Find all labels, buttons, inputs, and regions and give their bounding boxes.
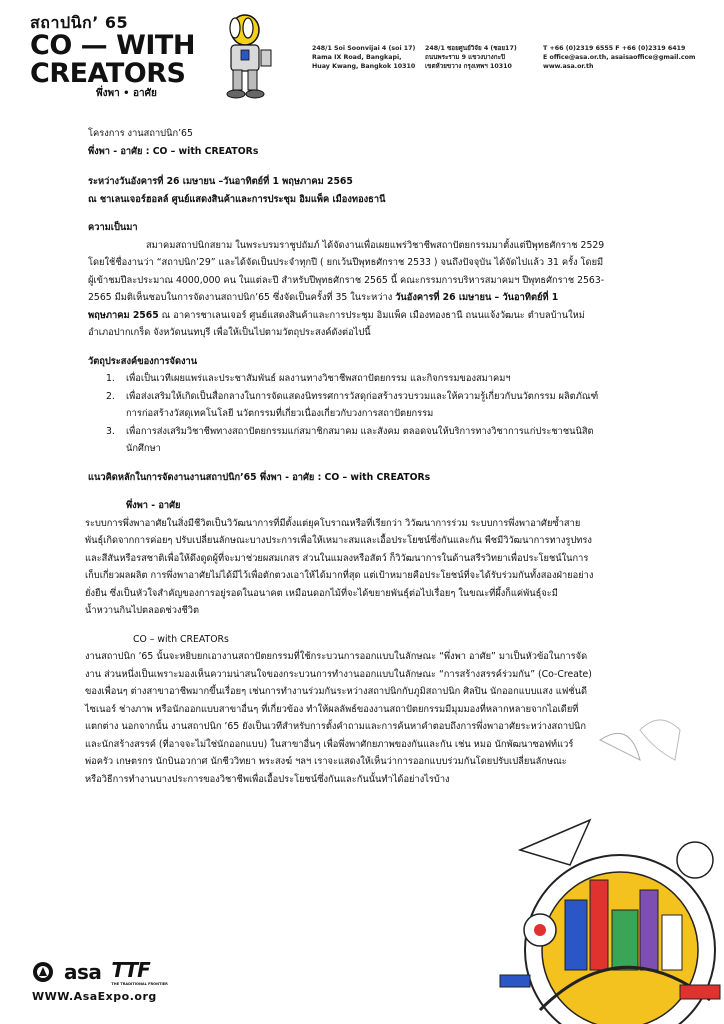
background-line: สมาคมสถาปนิกสยาม ในพระบรมราชูปถัมภ์ ได้จัดงานเพื่อเผยแพร่วิชาชีพสถาปัตยกรรมมาตั้งแต่ปีพุทธศักราช 2529 (146, 239, 605, 251)
contact-th-line: 248/1 ซอยศูนย์วิจัย 4 (ซอย17) (425, 45, 517, 52)
contact-en-line: Huay Kwang, Bangkok 10310 (312, 63, 416, 70)
paragraph-line: งานสถาปนิก ’65 นั้นจะหยิบยกเอางานสถาปัตยกรรมที่ใช้กระบวนการออกแบบในลักษณะ “พึ่งพา อาศัย” มาเป็นหัวข้อในการจัด (85, 651, 588, 662)
project-line-1: โครงการ งานสถาปนิก’65 (88, 128, 193, 139)
background-text: 2565 มีมติเห็นชอบในการจัดงานสถาปนิก’65 ซึ่งจัดเป็นครั้งที่ 35 ในระหว่าง (88, 292, 396, 303)
paragraph-line: น้ำหวานกินไปตลอดช่วงชีวิต (85, 605, 200, 616)
contact-en-line: 248/1 Soi Soonvijai 4 (soi 17) (312, 45, 416, 52)
objective-number: 3. (106, 425, 115, 437)
subheading-symbiosis: พึ่งพา - อาศัย (126, 500, 181, 511)
objective-line: การก่อสร้างวัสดุเทคโนโลยี นวัตกรรมที่เกี่ยวเนื่องเกี่ยวกับวงการสถาปัตยกรรม (126, 408, 434, 419)
brand-line-1: CO — WITH (30, 30, 195, 61)
background-line: ผู้เข้าชมปีละประมาณ 4000,000 คน ในแต่ละปี สำหรับปีพุทธศักราช 2565 นี้ คณะกรรมการบริหารสมาคมฯ ปีพุทธศักราช 2563- (88, 274, 605, 286)
ttf-subtitle: THE TRADITIONAL FRONTIER (111, 982, 168, 986)
asa-emblem-icon (32, 961, 54, 983)
subheading-co-with-creators: CO – with CREATORs (133, 633, 229, 645)
objective-item (88, 423, 668, 458)
background-line: อำเภอปากเกร็ด จังหวัดนนทบุรี เพื่อให้เป็นไปตามวัตถุประสงค์ดังต่อไปนี้ (88, 327, 371, 338)
objective-line: นักศึกษา (126, 443, 161, 454)
contact-email[interactable]: E office@asa.or.th, asaisaoffice@gmail.com (543, 54, 696, 61)
paragraph-co-with-creators (85, 648, 673, 788)
contact-phone: T +66 (0)2319 6555 F +66 (0)2319 6419 (543, 45, 686, 52)
contact-website[interactable]: www.asa.or.th (543, 63, 594, 70)
paragraph-line: ไซเนอร์ ช่างภาพ หรือนักออกแบบสาขาอื่นๆ ที่เกี่ยวข้อง ทำให้ผลลัพธ์ของงานสถาปัตยกรรมมีมุมมองที่หลากหลายจากไอเดียที่ (85, 703, 579, 715)
paragraph-line: หรือวิธีการทำงานบางประการของวิชาชีพเพื่อเอื้อประโยชน์ซึ่งกันและกันนั้นทำได้อย่างไรบ้าง (85, 773, 450, 785)
brand-subtitle: พึ่งพา • อาศัย (96, 88, 157, 99)
objective-line: เพื่อการส่งเสริมวิชาชีพทางสถาปัตยกรรมแก่สมาชิกสมาคม และสังคม ตลอดจนให้บริการทางวิชาการแก่ประชาชนนิสิต (126, 425, 594, 437)
contact-address-en (312, 44, 415, 71)
paragraph-line: แตกต่าง นอกจากนั้น งานสถาปนิก ’65 ยังเป็นเวทีสำหรับการตั้งคำถามและการค้นหาคำตอบถึงการพึ่งพาอาศัยระหว่างสถาปนิก (85, 721, 586, 732)
contact-th-line: เขตห้วยขวาง กรุงเทพฯ 10310 (425, 63, 512, 70)
background-line (88, 307, 668, 325)
paragraph-line: ของเพื่อนๆ ต่างสาขาอาชีพมากขึ้นเรื่อยๆ เช่นการทำงานร่วมกันระหว่างสถาปนิกกับภูมิสถาปนิก ศิลปิน นักออกแบบแสง แฟชั่นดี (85, 686, 587, 697)
paragraph-symbiosis (85, 515, 673, 620)
event-date: ระหว่างวันอังคารที่ 26 เมษายน –วันอาทิตย์ที่ 1 พฤษภาคม 2565 (88, 176, 353, 187)
brand-thai-title: สถาปนิก’ 65 (30, 13, 129, 32)
contact-th-line: ถนนพระราม 9 แขวงบางกะปิ (425, 54, 505, 61)
mascot-illustration (215, 12, 277, 102)
footer-logos (32, 958, 168, 986)
objective-item (88, 388, 668, 423)
paragraph-line: ยั่งยืน ซึ่งเป็นหัวใจสำคัญของการอยู่รอดในอนาคต เหมือนดอกไม้ที่จะได้ขยายพันธุ์ต่อไปเรื่อยๆ ในขณะที่ผึ้งก็แค่พันธุ์จะมี (85, 587, 558, 599)
project-line-2: พึ่งพา - อาศัย : CO – with CREATORs (88, 145, 259, 157)
contact-address-th (425, 44, 517, 71)
paragraph-line: และนักสร้างสรรค์ (ที่อาจจะไม่ใช่นักออกแบบ) ในสาขาอื่นๆ เพื่อพึ่งพาศักยภาพของกันและกัน เช่น หมอ นักพัฒนาซอฟท์แวร์ (85, 738, 574, 750)
paragraph-line: เก็บเกี่ยวผลผลิต การพึ่งพาอาศัยไม่ได้มีไว้เพื่อตักตวงเอาให้ได้มากที่สุด แต่เป้าหมายคือประโยชน์ที่จะได้รับร่วมกันทั้งสองฝ่ายอย่าง (85, 570, 594, 581)
paragraph-line: ระบบการพึ่งพาอาศัยในสิ่งมีชีวิตเป็นวิวัฒนาการที่มีตั้งแต่ยุคโบราณหรือที่เรียกว่า วิวัฒนาการร่วม ระบบการพึ่งพาอาศัยซ้ำสาย (85, 517, 581, 529)
objective-line: เพื่อส่งเสริมให้เกิดเป็นสื่อกลางในการจัดแสดงนิทรรศการวัสดุก่อสร้างรวบรวมและให้ความรู้เกี่ยวกับนวัตกรรม ผลิตภัณฑ์ (126, 390, 599, 402)
document-body (85, 125, 668, 788)
background-highlight-date: วันอังคารที่ 26 เมษายน – วันอาทิตย์ที่ 1 (395, 292, 559, 303)
objective-text (126, 370, 668, 388)
background-highlight-date: พฤษภาคม 2565 (88, 309, 159, 321)
objective-number: 2. (106, 390, 115, 402)
contact-phone-email (543, 44, 695, 71)
paragraph-line: และสีสันหรือรสชาติเพื่อให้ดึงดูดผู้ที่จะมาช่วยผสมเกสร ส่วนในแมลงหรือสัตว์ ก็วิวัฒนาการในด้านสรีรวิทยาเพื่อประโยชน์ในการ (85, 552, 589, 564)
brand-line-2: CREATORS (30, 58, 186, 89)
objective-number: 1. (106, 373, 115, 384)
paragraph-line: พันธุ์เกิดจากการค่อยๆ ปรับเปลี่ยนลักษณะบางประการเพื่อให้เหมาะสมและเอื้อประโยชน์ซึ่งกันและกัน พืชมีวิวัฒนาการทางรูปทรง (85, 535, 592, 546)
ttf-label: TTF (111, 958, 150, 982)
ttf-logo-text (111, 958, 167, 986)
objective-item (88, 370, 668, 388)
event-venue: ณ ชาเลนเจอร์ฮอลล์ ศูนย์แสดงสินค้าและการประชุม อิมแพ็ค เมืองทองธานี (88, 193, 386, 205)
objective-text (126, 423, 668, 458)
contact-en-line: Rama IX Road, Bangkapi, (312, 54, 402, 61)
brand-logo (30, 14, 220, 88)
background-line (88, 289, 668, 307)
paragraph-line: งาน ส่วนหนึ่งเป็นเพราะมองเห็นความน่าสนใจของกระบวนการทำงานออกแบบในลักษณะ “การสร้างสรรค์ร่วมกัน” (Co-Create) (85, 668, 592, 680)
paragraph-line: พ่อครัว เกษตรกร นักบินอวกาศ นักชีววิทยา พระสงฆ์ ฯลฯ เราจะแสดงให้เห็นว่าการออกแบบร่วมกันโดยปรับเปลี่ยนลักษณะ (85, 756, 567, 767)
background-text: ณ อาคารชาเลนเจอร์ ศูนย์แสดงสินค้าและการประชุม อิมแพ็ค เมืองทองธานี ถนนแจ้งวัฒนะ ตำบลบ้านใหม่ (158, 309, 585, 321)
background-line: โดยใช้ชื่องานว่า “สถาปนิก’29” และได้จัดเป็นประจำทุกปี ( ยกเว้นปีพุทธศักราช 2533 ) จนถึงปัจจุบัน ได้จัดไปแล้ว 31 ครั้ง โดยมี (88, 257, 604, 268)
objectives-list (88, 370, 668, 458)
concept-title: แนวคิดหลักในการจัดงานงานสถาปนิก’65 พึ่งพา - อาศัย : CO – with CREATORs (88, 471, 431, 483)
objective-line: เพื่อเป็นเวทีเผยแพร่และประชาสัมพันธ์ ผลงานทางวิชาชีพสถาปัตยกรรม และกิจกรรมของสมาคมฯ (126, 373, 511, 384)
footer-url-link[interactable]: WWW.AsaExpo.org (32, 990, 157, 1003)
objectives-title: วัตถุประสงค์ของการจัดงาน (88, 355, 198, 367)
background-title: ความเป็นมา (88, 222, 138, 233)
objective-text (126, 388, 668, 423)
asa-logo-text: asa (64, 960, 102, 984)
